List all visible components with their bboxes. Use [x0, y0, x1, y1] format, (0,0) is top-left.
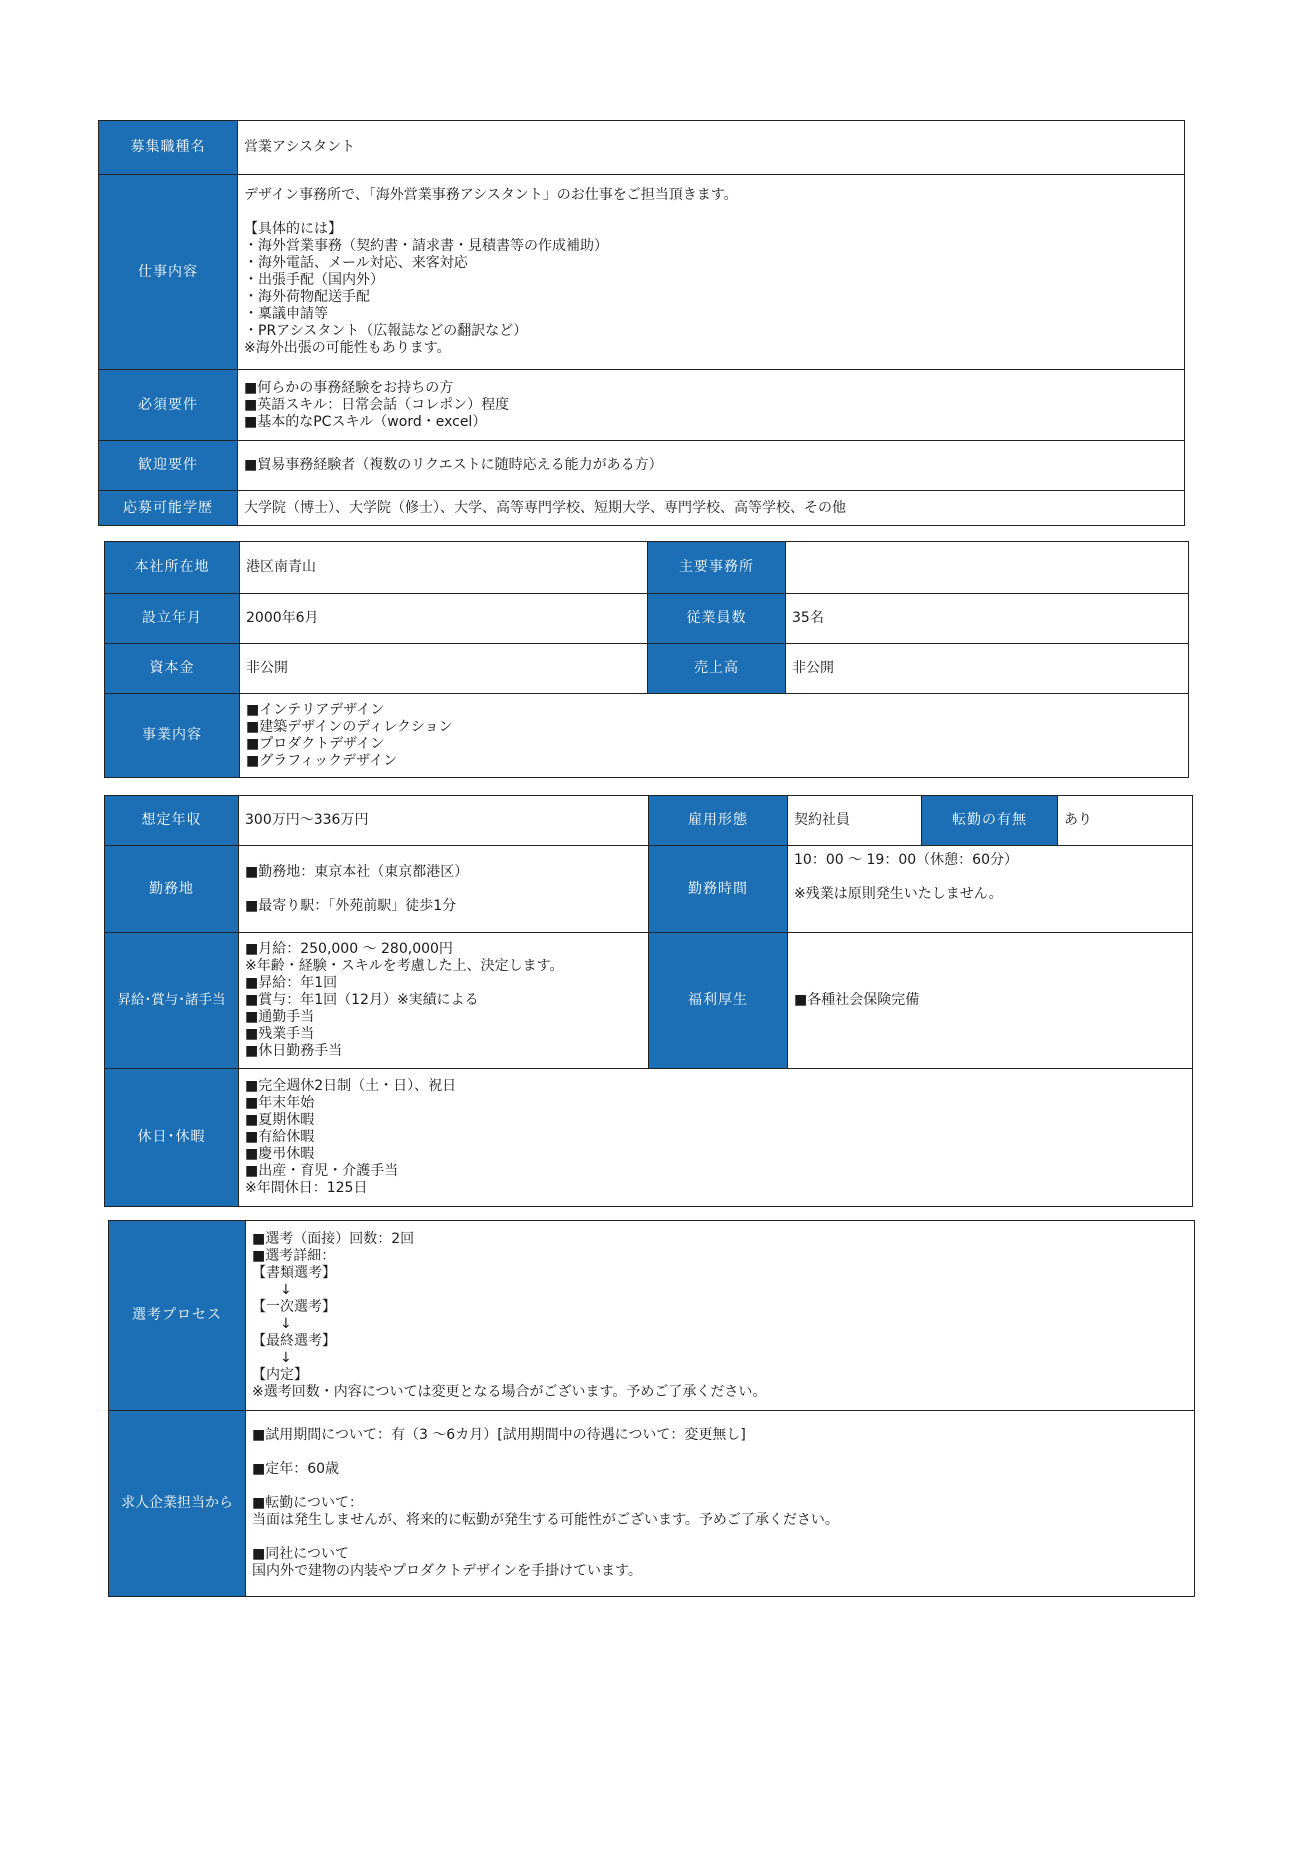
- location-line: ■勤務地：東京本社（東京都港区）: [245, 863, 469, 880]
- selection-line: ■選考詳細：: [252, 1247, 336, 1264]
- value-business: [240, 694, 1189, 778]
- label-transfer: 転勤の有無: [922, 796, 1058, 846]
- selection-table: [108, 1220, 1195, 1597]
- pay-line: ■残業手当: [245, 1026, 315, 1042]
- value-employees: 35名: [786, 594, 1189, 644]
- required-line: ■英語スキル：日常会話（コレポン）程度: [244, 396, 510, 413]
- selection-line: ↓: [252, 1349, 292, 1366]
- value-education: 大学院（博士）、大学院（修士）、大学、高等専門学校、短期大学、専門学校、高等学校、その他: [238, 491, 1185, 526]
- row-founded: [105, 594, 1189, 644]
- label-main-office: 主要事務所: [648, 542, 786, 594]
- selection-line: 【書類選考】: [252, 1264, 336, 1281]
- label-education: 応募可能学歴: [99, 491, 238, 526]
- label-employees: 従業員数: [648, 594, 786, 644]
- selection-line: ■選考（面接）回数：2回: [252, 1230, 415, 1247]
- holiday-line: ※年間休日：125日: [245, 1180, 368, 1196]
- row-hq: [105, 542, 1189, 594]
- label-selection: 選考プロセス: [109, 1221, 246, 1411]
- row-salary: [105, 796, 1193, 846]
- business-line: ■建築デザインのディレクション: [246, 718, 453, 735]
- pay-line: ※年齢・経験・スキルを考慮した上、決定します。: [245, 958, 564, 974]
- row-holidays: [105, 1069, 1193, 1207]
- business-line: ■プロダクトデザイン: [246, 735, 385, 752]
- label-sales: 売上高: [648, 644, 786, 694]
- job-overview-table: [98, 120, 1185, 526]
- pay-line: ■昇給：年1回: [245, 975, 338, 991]
- label-welfare: 福利厚生: [649, 933, 788, 1069]
- job-line: ・PRアシスタント（広報誌などの翻訳など）: [244, 323, 528, 339]
- row-business: [105, 694, 1189, 778]
- location-line: [245, 881, 642, 898]
- holiday-line: ■慶弔休暇: [245, 1146, 315, 1162]
- holiday-line: ■完全週休2日制（土・日）、祝日: [245, 1078, 457, 1094]
- row-location: [105, 846, 1193, 933]
- pay-line: ■賞与：年1回（12月）※実績による: [245, 992, 479, 1008]
- job-line: ・海外荷物配送手配: [244, 289, 370, 305]
- job-line: ・稟議申請等: [244, 306, 328, 322]
- label-pay: 昇給･賞与･諸手当: [105, 933, 239, 1069]
- value-job-content: [238, 175, 1185, 370]
- value-employment: 契約社員: [788, 796, 922, 846]
- recruiter-line: [252, 1444, 1188, 1461]
- value-pay: [239, 933, 649, 1069]
- company-info-table: [104, 541, 1189, 778]
- required-line: ■何らかの事務経験をお持ちの方: [244, 379, 454, 396]
- job-line: 【具体的には】: [244, 221, 342, 237]
- recruiter-line: ■定年：60歳: [252, 1461, 340, 1477]
- value-transfer: あり: [1058, 796, 1193, 846]
- label-founded: 設立年月: [105, 594, 240, 644]
- job-line: デザイン事務所で、「海外営業事務アシスタント」のお仕事をご担当頂きます。: [244, 187, 738, 203]
- selection-line: 【内定】: [252, 1366, 308, 1383]
- location-line: ■最寄り駅：「外苑前駅」徒歩1分: [245, 897, 457, 914]
- value-capital: 非公開: [240, 644, 648, 694]
- row-selection: [109, 1221, 1195, 1411]
- value-welcome: ■貿易事務経験者（複数のリクエストに随時応える能力がある方）: [238, 441, 1185, 491]
- value-hours: [788, 846, 1193, 933]
- value-position: 営業アシスタント: [238, 121, 1185, 175]
- value-holidays: [239, 1069, 1193, 1207]
- label-business: 事業内容: [105, 694, 240, 778]
- label-salary-est: 想定年収: [105, 796, 239, 846]
- job-line: ※海外出張の可能性もあります。: [244, 340, 451, 356]
- hours-line: [794, 869, 1186, 886]
- recruiter-line: [252, 1529, 1188, 1546]
- label-from-recruiter: 求人企業担当から: [109, 1411, 246, 1597]
- value-main-office: [786, 542, 1189, 594]
- selection-line: ↓: [252, 1315, 292, 1332]
- pay-line: ■月給：250,000 ～ 280,000円: [245, 941, 453, 957]
- hours-line: 10：00 ～ 19：00（休憩：60分）: [794, 852, 1018, 868]
- label-welcome: 歓迎要件: [99, 441, 238, 491]
- value-welfare: ■各種社会保険完備: [788, 933, 1193, 1069]
- label-employment: 雇用形態: [649, 796, 788, 846]
- value-founded: 2000年6月: [240, 594, 648, 644]
- label-hours: 勤務時間: [649, 846, 788, 933]
- job-line: ・出張手配（国内外）: [244, 272, 384, 288]
- value-selection: [246, 1221, 1195, 1411]
- conditions-table: [104, 795, 1193, 1207]
- pay-line: ■休日勤務手当: [245, 1043, 343, 1059]
- row-from-recruiter: [109, 1411, 1195, 1597]
- value-salary-est: 300万円～336万円: [239, 796, 649, 846]
- recruiter-line: 当面は発生しませんが、将来的に転勤が発生する可能性がございます。予めご了承ください。: [252, 1512, 839, 1528]
- row-capital: [105, 644, 1189, 694]
- holiday-line: ■有給休暇: [245, 1129, 315, 1145]
- label-hq: 本社所在地: [105, 542, 240, 594]
- label-position: 募集職種名: [99, 121, 238, 175]
- row-required: [99, 370, 1185, 441]
- pay-line: ■通勤手当: [245, 1009, 315, 1025]
- hours-line: ※残業は原則発生いたしません。: [794, 886, 1003, 902]
- job-line: ・海外営業事務（契約書・請求書・見積書等の作成補助）: [244, 238, 608, 254]
- holiday-line: ■年末年始: [245, 1095, 315, 1111]
- selection-line: ↓: [252, 1281, 292, 1298]
- job-line: ・海外電話、メール対応、来客対応: [244, 255, 468, 271]
- label-required: 必須要件: [99, 370, 238, 441]
- label-holidays: 休日･休暇: [105, 1069, 239, 1207]
- business-line: ■グラフィックデザイン: [246, 752, 398, 769]
- value-location: [239, 846, 649, 933]
- required-line: ■基本的なPCスキル（word・excel）: [244, 413, 487, 430]
- row-position: [99, 121, 1185, 175]
- selection-line: ※選考回数・内容については変更となる場合がございます。予めご了承ください。: [252, 1383, 767, 1400]
- recruiter-line: ■同社について: [252, 1546, 349, 1562]
- label-capital: 資本金: [105, 644, 240, 694]
- row-education: [99, 491, 1185, 526]
- selection-line: 【最終選考】: [252, 1332, 336, 1349]
- business-line: ■インテリアデザイン: [246, 701, 385, 718]
- selection-line: 【一次選考】: [252, 1298, 336, 1315]
- recruiter-line: [252, 1478, 1188, 1495]
- recruiter-line: 国内外で建物の内装やプロダクトデザインを手掛けています。: [252, 1563, 642, 1579]
- holiday-line: ■夏期休暇: [245, 1112, 315, 1128]
- row-welcome: [99, 441, 1185, 491]
- value-from-recruiter: [246, 1411, 1195, 1597]
- row-pay: [105, 933, 1193, 1069]
- value-required: [238, 370, 1185, 441]
- value-hq: 港区南青山: [240, 542, 648, 594]
- row-job-content: [99, 175, 1185, 370]
- recruiter-line: ■転勤について：: [252, 1495, 363, 1511]
- label-location: 勤務地: [105, 846, 239, 933]
- value-sales: 非公開: [786, 644, 1189, 694]
- holiday-line: ■出産・育児・介護手当: [245, 1163, 399, 1179]
- job-line: [244, 204, 1178, 221]
- label-job-content: 仕事内容: [99, 175, 238, 370]
- recruiter-line: ■試用期間について：有（3 ～6カ月）[試用期間中の待遇について：変更無し]: [252, 1427, 746, 1443]
